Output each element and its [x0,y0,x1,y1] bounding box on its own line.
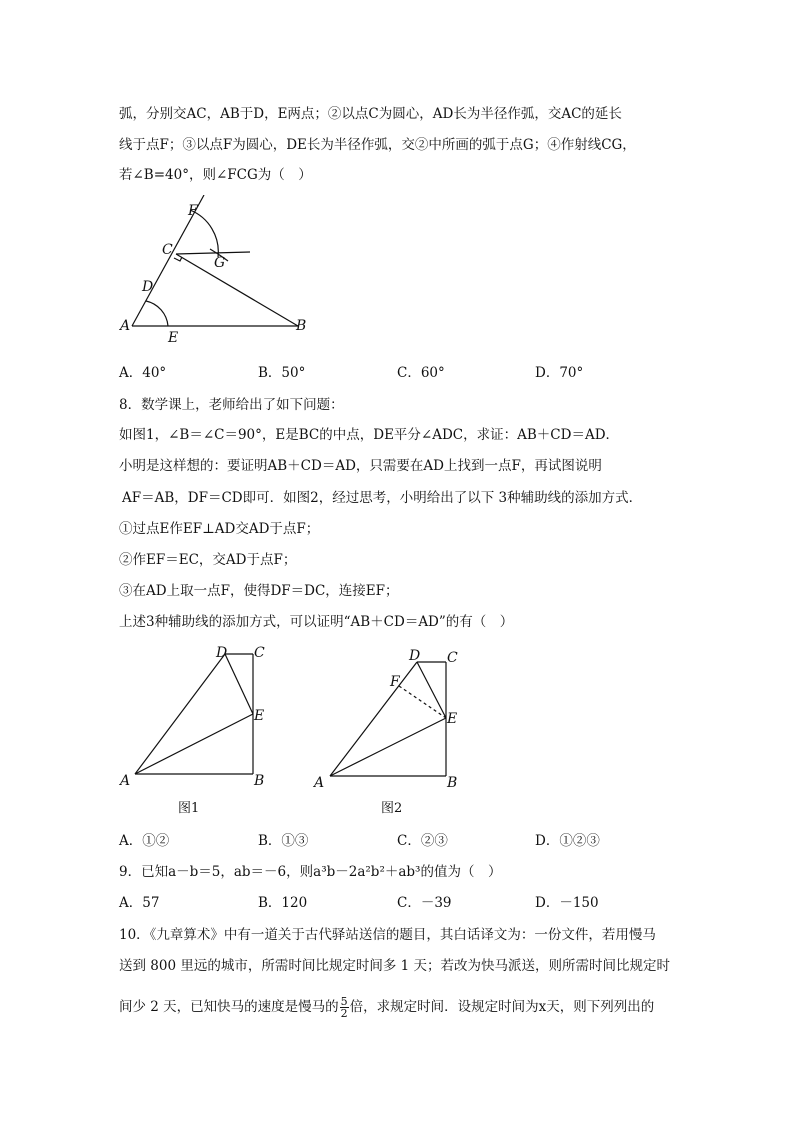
q7-line-3: 若∠B=40°，则∠FCG为（ ） [119,167,312,183]
q7-line-2: 线于点F；③以点F为圆心，DE长为半径作弧，交②中所画的弧于点G；④作射线CG， [119,137,636,153]
q8-option-b[interactable]: B．①③ [258,833,309,849]
q9-option-a[interactable]: A．57 [119,895,160,911]
q7-label-a: A [120,318,131,334]
q8-line-3: 小明是这样想的：要证明AB＋CD＝AD，只需要在AD上找到一点F，再试图说明 [119,458,602,474]
q7-ray-cg [176,252,250,254]
q7-option-a[interactable]: A．40° [119,365,167,381]
q8-figure-1 [115,642,275,792]
q7-option-d[interactable]: D．70° [535,365,584,381]
q9-option-b[interactable]: B．120 [258,895,308,911]
q8-line-7: ③在AD上取一点F，使得DF＝DC，连接EF； [119,583,399,599]
q8f2-label-c: C [447,650,458,666]
q9-option-d[interactable]: D．－150 [535,895,599,911]
q7-label-c: C [162,242,173,258]
q8f1-segment-ae [135,714,253,774]
q7-arc-de [146,301,168,326]
q8f2-label-f: F [390,674,400,690]
q8f1-label-c: C [254,645,265,661]
q9-option-c[interactable]: C．－39 [397,895,452,911]
q8f1-segment-de [225,654,253,714]
q7-option-c[interactable]: C．60° [397,365,445,381]
q7-label-d: D [142,279,154,295]
q8-fig2-caption: 图2 [381,801,403,816]
q7-label-f: F [188,203,198,219]
q10-line-3 [119,990,654,1024]
q7-label-b: B [296,318,307,334]
q8-line-5: ①过点E作EF⊥AD交AD于点F； [119,521,320,537]
q8f2-label-b: B [447,775,458,791]
q8f1-segment-ad [135,654,225,774]
q7-label-g: G [214,255,226,271]
q10-line-1: 10．《九章算术》中有一道关于古代驿站送信的题目，其白话译文为：一份文件，若用慢马 [119,927,656,943]
q8-line-4: AF＝AB，DF＝CD即可．如图2，经过思考，小明给出了以下 3种辅助线的添加方式． [122,490,643,506]
q8f2-label-a: A [314,775,325,791]
q8f1-label-d: D [216,645,228,661]
q10-fraction-numerator: 5 [340,995,348,1008]
q7-label-e: E [168,330,179,346]
q8-line-8: 上述3种辅助线的添加方式，可以证明“AB＋CD＝AD”的有（ ） [119,614,514,630]
q8-option-c[interactable]: C．②③ [397,833,448,849]
q9-line: 9．已知a－b＝5，ab＝－6，则a³b－2a²b²＋ab³的值为（ ） [119,864,502,880]
q10-line-2: 送到 800 里远的城市，所需时间比规定时间多 1 天；若改为快马派送，则所需时间比规定时 [119,958,671,974]
q10-line-3-before: 间少 2 天，已知快马的速度是慢马的 [119,999,339,1015]
q7-option-b[interactable]: B．50° [258,365,306,381]
q8f2-dashed-ef [399,686,446,718]
q7-segment-cb [176,254,298,326]
q8f2-segment-de [417,662,446,718]
q8-line-6: ②作EF＝EC，交AD于点F； [119,552,297,568]
q7-line-1: 弧，分别交AC，AB于D，E两点；②以点C为圆心，AD长为半径作弧，交AC的延长 [119,106,622,122]
q8f2-label-d: D [409,648,421,664]
q8-option-d[interactable]: D．①②③ [535,833,600,849]
q7-right-angle-mark [174,257,182,261]
q8f1-label-b: B [254,773,265,789]
q8f2-label-e: E [447,711,458,727]
q7-figure [110,195,320,350]
q10-fraction-denominator: 2 [340,1007,348,1020]
q10-fraction [340,996,349,1019]
q8f2-segment-ae [330,718,446,776]
q8f1-label-e: E [254,708,265,724]
q8f1-label-a: A [120,773,131,789]
q8-line-2: 如图1，∠B＝∠C＝90°，E是BC的中点，DE平分∠ADC，求证：AB＋CD＝AD． [119,427,620,443]
q8-option-a[interactable]: A．①② [119,833,170,849]
q10-line-3-after: 倍，求规定时间．设规定时间为x天，则下列列出的 [349,999,655,1015]
q8-figure-2 [310,642,470,792]
q8-line-1: 8．数学课上，老师给出了如下问题： [119,397,344,413]
q8-fig1-caption: 图1 [178,801,200,816]
q8f2-segment-ad [330,662,417,776]
